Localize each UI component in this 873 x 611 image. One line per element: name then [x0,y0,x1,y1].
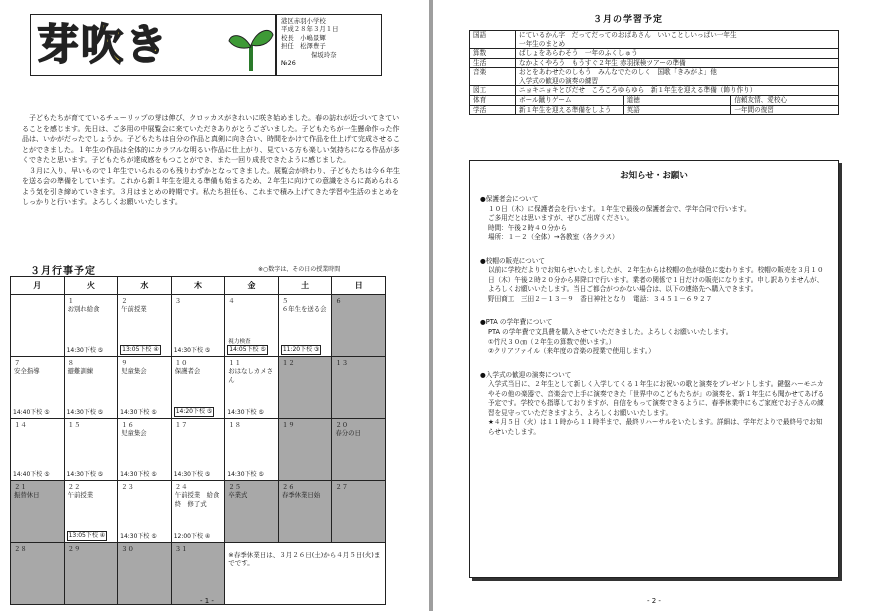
notice-line: 時間：午後２時４０分から [488,223,568,232]
day-number: ９ [121,359,128,367]
day-number: ２ [121,297,128,305]
calendar-day [64,481,118,543]
day-number: ８ [67,359,74,367]
day-event: 午前授業 [67,491,94,500]
calendar-day [278,357,332,419]
page-2 [433,0,873,611]
calendar-day [332,357,386,419]
notice-line: ご多用だとは思いますが、ぜひご出席ください。 [488,214,634,223]
dismissal-time: 14:05下校 ⑤ [229,346,266,354]
notice-section [480,195,828,243]
day-number: １ [67,297,74,305]
day-event: ６年生を送る会 [281,305,327,314]
dismissal-time: 14:20下校 ⑤ [175,408,213,416]
dismissal-time: 11:20下校 ③ [282,346,320,354]
page-1 [0,0,429,611]
day-number: ６ [335,297,342,305]
calendar-day [225,481,279,543]
day-number: ２３ [121,483,134,491]
calendar-day [278,295,332,357]
dismissal-time: 12:00下校 ④ [173,533,211,541]
dismissal-time: 14:30下校 ⑤ [120,409,157,417]
day-event: 午前授業 給食終 修了式 [174,491,220,508]
notice-line: 以前に学校だよりでお知らせいたしましたが、２年生からは校帽の色が緑色に変わります。校帽の販売を３月１０日（木）午後２時２０分から昇降口で行います。業者の関係で１日だけの販売になります。申し訳ありませんが、よろしくお願いいたします。当日ご都合がつかない場合は、以下の連絡先へ購入できます。 [488,266,824,294]
notice-line: 場所：１－２（全体）→各教室（各クラス） [488,233,619,242]
day-event: 春分の日 [335,429,361,438]
dismissal-time: 14:40下校 ⑤ [13,409,50,417]
subject-content: にているかん字 だってだってのおばあさん いいことしいっぱい一年生 一年生のまとめ [516,31,839,49]
masthead-title-box [30,14,276,76]
day-number: ２４ [174,483,188,491]
day-number: ４ [228,297,235,305]
day-event: 卒業式 [228,491,248,500]
calendar-day [171,481,225,543]
dismissal-time: 13:05下校 ④ [68,532,106,540]
weekday-header: 木 [171,277,225,295]
event-calendar [10,276,386,605]
notice-heading: ●入学式の歓迎の演奏について [480,370,572,379]
masthead-info [276,14,382,76]
day-number: ７ [14,359,21,367]
day-event: 保護者会 [174,367,201,376]
dismissal-time: 14:40下校 ⑤ [13,471,50,479]
subject-name: 生活 [470,58,516,68]
sprout-icon [227,23,275,73]
day-event: 午前授業 [121,305,147,314]
notice-line: PTA の学年費で文具費を購入させていただきました。よろしくお願いいたします。 [488,328,733,337]
page-number: - 1 - [200,597,214,605]
school-name: 港区赤羽小学校 [281,17,326,25]
intro-text [22,113,402,208]
day-number: ２０ [335,421,349,429]
calendar-day [278,481,332,543]
study-plan-table [469,30,839,115]
weekday-header: 金 [225,277,279,295]
day-number: ２１ [14,483,27,491]
study-plan-title: ３月の学習予定 [593,15,664,25]
day-number: ２５ [228,483,242,491]
dismissal-time: 14:30下校 ⑤ [120,533,157,541]
calendar-day [118,481,172,543]
dismissal-time: 14:30下校 ⑤ [66,347,104,355]
day-event: おはなしカメさん [228,367,273,384]
notice-line: ★４月５日（火）は１１時から１１時半まで、最終リハーサルをいたします。詳細は、学年だよりで最終号でお知らせいたします。 [488,418,823,436]
notice-line: ②クリアファイル（来年度の音楽の授業で使用します。） [488,347,655,356]
day-number: １１ [228,359,242,367]
subject-content: ばしょをあらわそう 一年のふくしゅう [516,49,839,59]
subject-content: 新１年生を迎える準備をしよう [516,105,624,115]
dismissal-time: 14:30下校 ⑤ [66,409,104,417]
dismissal-time: 14:30下校 ⑤ [120,471,157,479]
day-event: 春季休業日始 [281,491,321,500]
calendar-day [118,543,172,605]
dismissal-time: 13:05下校 ④ [122,346,159,354]
day-number: ２９ [67,545,81,553]
day-event: 児童集会 [121,367,147,376]
calendar-day [11,295,65,357]
issue-number: №26 [281,59,296,68]
issue-date: 平成２８年３月１日 [281,25,339,34]
day-number: １６ [121,421,134,429]
calendar-day [225,295,279,357]
day-number: ３０ [121,545,134,553]
weekday-header: 土 [278,277,332,295]
notice-heading: ●保護者会について [480,195,539,203]
editor: 担任 松澤豊子 [281,42,326,51]
dismissal-time: 14:30下校 ⑤ [173,471,211,479]
calendar-day [332,419,386,481]
notice-line: 入学式当日に、２年生として新しく入学してくる１年生にお祝いの歌と演奏をプレゼントします。鍵盤ハーモニカやその他の楽器で、音楽会で上手に演奏できた「世界中のこどもたちが」の演奏を、新１年生にも聞かせてあげる予定です。学校でも指導しておりますが、自信をもって演奏できるように、春季休業中にもご家庭でお子さんの練習を見守っていただきますよう、よろしくお願いいたします。 [488,380,825,417]
intro-paragraph: ３月に入り、早いもので１年生でいられるのも残りわずかとなってきました。展覧会が終わり、子どもたちは今６年生を送る会の準備をしています。これから新１年生を迎える準備も始まるため、２年生に向けての意識をさらに高められるよう気を引き締めていきます。３月はまとめの時期です。私たち担任も、これまで積み上げてきた学習や生活のまとめをしっかりと行います。よろしくお願いいたします。 [22,166,400,206]
notice-box [469,160,839,578]
calendar-day [118,295,172,357]
calendar-day [64,543,118,605]
day-number: １７ [174,421,188,429]
day-number: ５ [281,297,289,305]
vacation-note: ※春季休業日は、３月２６日(土)から４月５日(火)までです。 [225,543,386,605]
subject-content: なかよくやろう もうすぐ２年生 赤羽探検ツアーの準備 [516,58,839,68]
day-event: 安全指導 [14,367,40,376]
calendar-note: ※○数字は、その日の授業時間 [258,266,341,273]
day-number: １２ [281,359,295,367]
subject-name: 道徳 [623,95,731,105]
day-number: １９ [281,421,295,429]
calendar-day [11,419,65,481]
day-number: １４ [14,421,27,429]
subject-name: 学活 [470,105,516,115]
day-event: 児童集会 [121,429,147,438]
weekday-header: 日 [332,277,386,295]
dismissal-time: 14:30下校 ⑤ [227,409,264,417]
notice-section [480,318,828,356]
subject-content: 一年間の復習 [731,105,839,115]
calendar-day [225,357,279,419]
principal: 校長 小嶋景輝 [281,33,326,42]
day-number: ３１ [174,545,188,553]
day-event: お別れ給食 [67,305,100,314]
subject-name: 体育 [470,95,516,105]
notice-heading: ●校帽の販売について [480,256,545,265]
newsletter-title: 芽吹き [37,20,170,69]
day-event: 振替休日 [14,491,40,500]
day-number: ２７ [335,483,349,491]
calendar-day [64,357,118,419]
subject-name: 音楽 [470,68,516,86]
calendar-day [332,481,386,543]
day-number: ２６ [281,483,295,491]
notice-section [480,371,828,438]
calendar-title: ３月行事予定 [30,266,96,277]
calendar-day [11,357,65,419]
editor-2: 保坂玲奈 [311,50,337,59]
dismissal-time: 14:30下校 ⑤ [173,347,211,355]
notice-line: １０日（木）に保護者会を行います。１年生で最後の保護者会で、学年合同で行います。 [488,204,751,213]
day-extra-event: 視力検査 [228,338,251,345]
calendar-day [64,419,118,481]
page-number: - 2 - [647,597,661,605]
day-number: １５ [67,421,81,429]
calendar-day [118,357,172,419]
weekday-header: 水 [118,277,172,295]
day-number: ３ [174,297,182,305]
weekday-header: 月 [11,277,65,295]
subject-content: 信頼友情、愛校心 [731,95,839,105]
subject-content: ニョキニョキとびだせ ころころゆらゆら 新１年生を迎える準備（飾り作り） [516,86,839,96]
subject-name: 算数 [470,49,516,59]
day-number: １０ [174,359,188,367]
subject-name: 国語 [470,31,516,49]
weekday-header: 火 [64,277,118,295]
calendar-day [64,295,118,357]
day-number: １３ [335,359,349,367]
day-number: ２８ [14,545,27,553]
calendar-day [278,419,332,481]
calendar-day [171,295,225,357]
calendar-day [332,295,386,357]
calendar-day [11,543,65,605]
notice-line: 野田商工 三田２－１３－９ 香日神社となり 電話：３４５１－６９２７ [488,294,713,303]
notice-title: お知らせ・お願い [620,171,688,181]
calendar-day [225,419,279,481]
calendar-day [11,481,65,543]
subject-name: 図工 [470,86,516,96]
notice-section [480,257,828,305]
dismissal-time: 14:30下校 ⑤ [227,471,264,479]
calendar-day [171,543,225,605]
intro-paragraph: 子どもたちが育てているチューリップの芽は伸び、クロッカスがきれいに咲き始めました。春の訪れが近づいてきていることを感じます。先日は、ご多用の中展覧会に来ていただきありがとうございました。子どもたちが一生懸命作った作品は、いかがだったでしょうか。子どもたちは自分の作品と真剣に向き合い、時間をかけて作品を仕上げて完成させることができました。１年生の作品は全体的にカラフルな明るい作品に仕上がり、見ている方も楽しい気持ちになる作品が多くできたと思います。子どもたちが達成感をもつことができ、また一回り成長できたように感じました。 [22,114,400,164]
dismissal-time: 14:30下校 ⑤ [66,471,104,479]
notice-line: ①竹尺３０㎝（２年生の算数で使います。） [488,337,616,346]
subject-content: ボール蹴りゲーム [516,95,624,105]
subject-name: 英語 [623,105,731,115]
subject-content: おとをあわせたのしもう みんなでたのしく 国歌「きみがよ」他 入学式の歓迎の演奏の練習 [516,68,839,86]
calendar-day [118,419,172,481]
day-event: 避難訓練 [67,367,94,376]
notice-heading: ●PTA の学年費について [480,318,553,327]
calendar-day [171,357,225,419]
day-number: ２２ [67,483,81,491]
calendar-day [171,419,225,481]
day-number: １８ [228,421,242,429]
